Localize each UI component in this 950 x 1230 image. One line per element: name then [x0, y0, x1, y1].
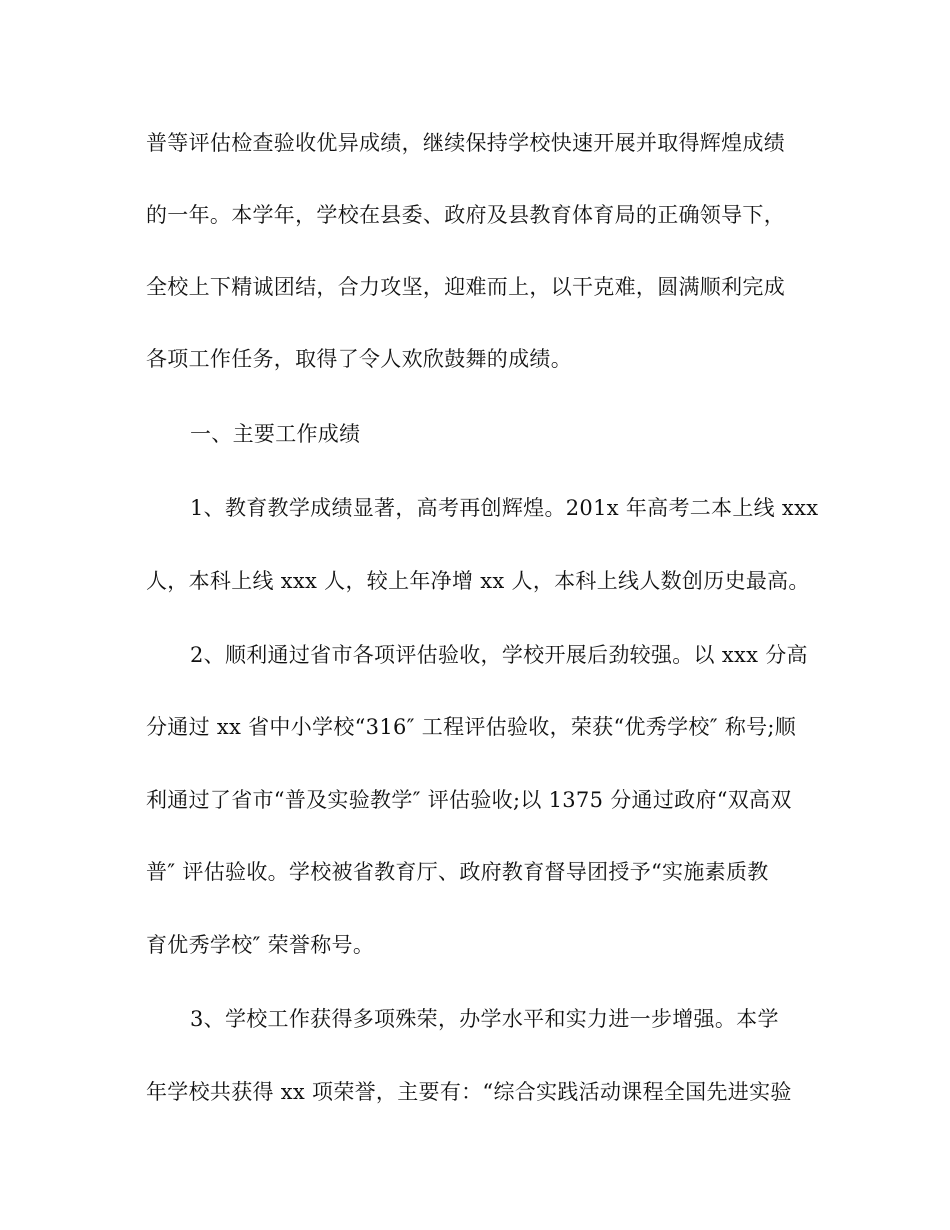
paragraph-line: 普″ 评估验收。学校被省教育厅、政府教育督导团授予“实施素质教 — [146, 860, 769, 884]
paragraph-line: 1、教育教学成绩显著，高考再创辉煌。201x 年高考二本上线 xxx — [190, 496, 819, 520]
paragraph-line: 3、学校工作获得多项殊荣，办学水平和实力进一步增强。本学 — [190, 1007, 779, 1031]
paragraph-line: 人，本科上线 xxx 人，较上年净增 xx 人，本科上线人数创历史最高。 — [146, 569, 810, 593]
section-heading: 一、主要工作成绩 — [190, 422, 361, 446]
paragraph-line: 2、顺利通过省市各项评估验收，学校开展后劲较强。以 xxx 分高 — [190, 643, 808, 667]
paragraph-line: 利通过了省市“普及实验教学″ 评估验收;以 1375 分通过政府“双高双 — [146, 788, 792, 812]
paragraph-line: 育优秀学校″ 荣誉称号。 — [146, 933, 375, 957]
paragraph-line: 的一年。本学年，学校在县委、政府及县教育体育局的正确领导下， — [146, 203, 785, 227]
paragraph-line: 全校上下精诚团结，合力攻坚，迎难而上，以干克难，圆满顺利完成 — [146, 275, 785, 299]
paragraph-line: 普等评估检查验收优异成绩，继续保持学校快速开展并取得辉煌成绩 — [146, 131, 785, 155]
paragraph-line: 年学校共获得 xx 项荣誉，主要有：“综合实践活动课程全国先进实验 — [146, 1080, 792, 1104]
paragraph-line: 各项工作任务，取得了令人欢欣鼓舞的成绩。 — [146, 347, 572, 371]
paragraph-line: 分通过 xx 省中小学校“316″ 工程评估验收，荣获“优秀学校″ 称号;顺 — [146, 715, 797, 739]
